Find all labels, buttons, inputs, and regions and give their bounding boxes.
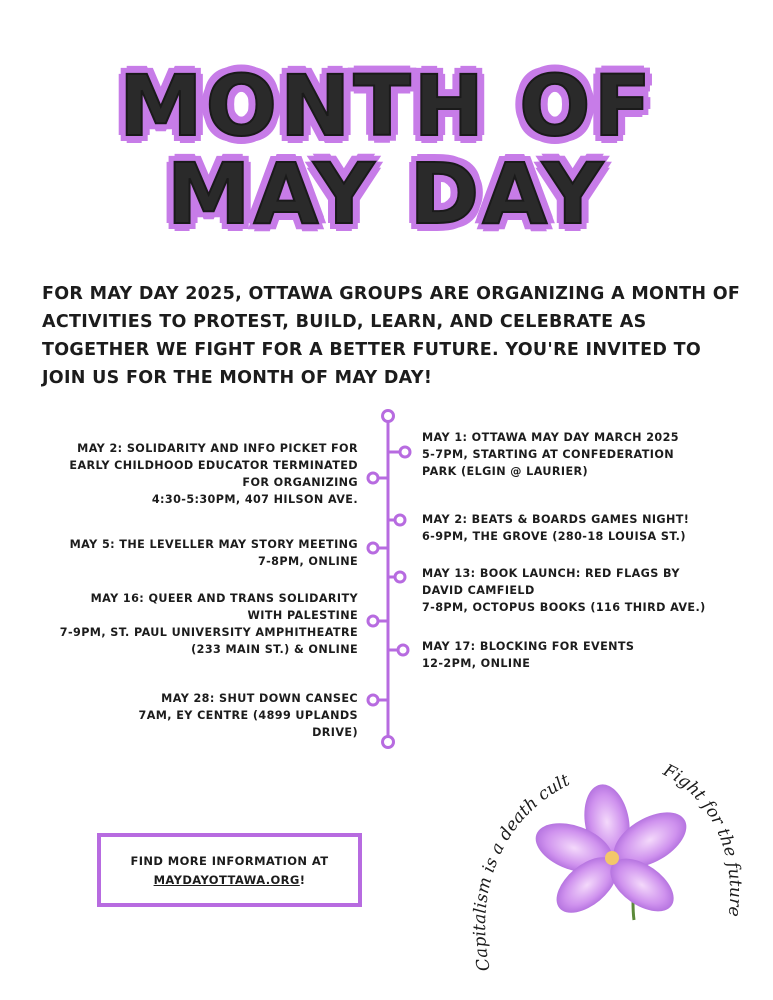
event-may-16-solidarity: MAY 16: QUEER AND TRANS SOLIDARITY WITH PALESTINE 7-9PM, ST. PAUL UNIVERSITY AMPHITHEATRE (233 MAIN ST.) & ONLINE	[59, 592, 358, 656]
event-may-5-leveller: MAY 5: THE LEVELLER MAY STORY MEETING 7-8PM, ONLINE	[69, 538, 358, 568]
event-may-28-cansec: MAY 28: SHUT DOWN CANSEC 7AM, EY CENTRE (4899 UPLANDS DRIVE)	[138, 692, 358, 739]
flower-icon	[529, 781, 696, 924]
slogan-right: Fight for the future	[659, 760, 746, 918]
timeline-node	[398, 645, 408, 655]
timeline-node	[395, 515, 405, 525]
timeline-node	[368, 543, 378, 553]
info-box: FIND MORE INFORMATION AT MAYDAYOTTAWA.ORG!	[97, 833, 362, 907]
slogan-left: Capitalism is a death cult	[470, 770, 573, 973]
event-may-13-book-launch: MAY 13: BOOK LAUNCH: RED FLAGS BY DAVID CAMFIELD 7-8PM, OCTOPUS BOOKS (116 THIRD AVE.)	[422, 567, 706, 614]
timeline-node	[368, 695, 378, 705]
flower-illustration	[462, 740, 762, 1000]
info-text: FIND MORE INFORMATION AT	[130, 854, 329, 868]
event-may-2-picket: MAY 2: SOLIDARITY AND INFO PICKET FOR EARLY CHILDHOOD EDUCATOR TERMINATED FOR ORGANIZING 4:30-5:30PM, 407 HILSON AVE.	[69, 442, 358, 506]
website-link[interactable]: MAYDAYOTTAWA.ORG	[153, 873, 300, 887]
title-line-2: MAY DAY	[166, 145, 607, 243]
timeline-end-dot	[383, 411, 394, 422]
timeline-node	[368, 616, 378, 626]
intro-paragraph: FOR MAY DAY 2025, OTTAWA GROUPS ARE ORGANIZING A MONTH OF ACTIVITIES TO PROTEST, BUILD, LEARN, AND CELEBRATE AS TOGETHER WE FIGHT FOR A BETTER FUTURE. YOU'RE INVITED TO JOIN US FOR THE MONTH OF MAY DAY!	[42, 284, 741, 388]
timeline-node	[368, 473, 378, 483]
timeline-node	[395, 572, 405, 582]
event-may-2-games: MAY 2: BEATS & BOARDS GAMES NIGHT! 6-9PM, THE GROVE (280-18 LOUISA ST.)	[422, 513, 690, 543]
event-may-1-march: MAY 1: OTTAWA MAY DAY MARCH 2025 5-7PM, STARTING AT CONFEDERATION PARK (ELGIN @ LAURIER)	[422, 431, 679, 478]
event-may-17-blocking: MAY 17: BLOCKING FOR EVENTS 12-2PM, ONLINE	[422, 640, 635, 670]
timeline-end-dot	[383, 737, 394, 748]
title-line-1: MONTH OF	[119, 57, 654, 155]
timeline-node	[400, 447, 410, 457]
